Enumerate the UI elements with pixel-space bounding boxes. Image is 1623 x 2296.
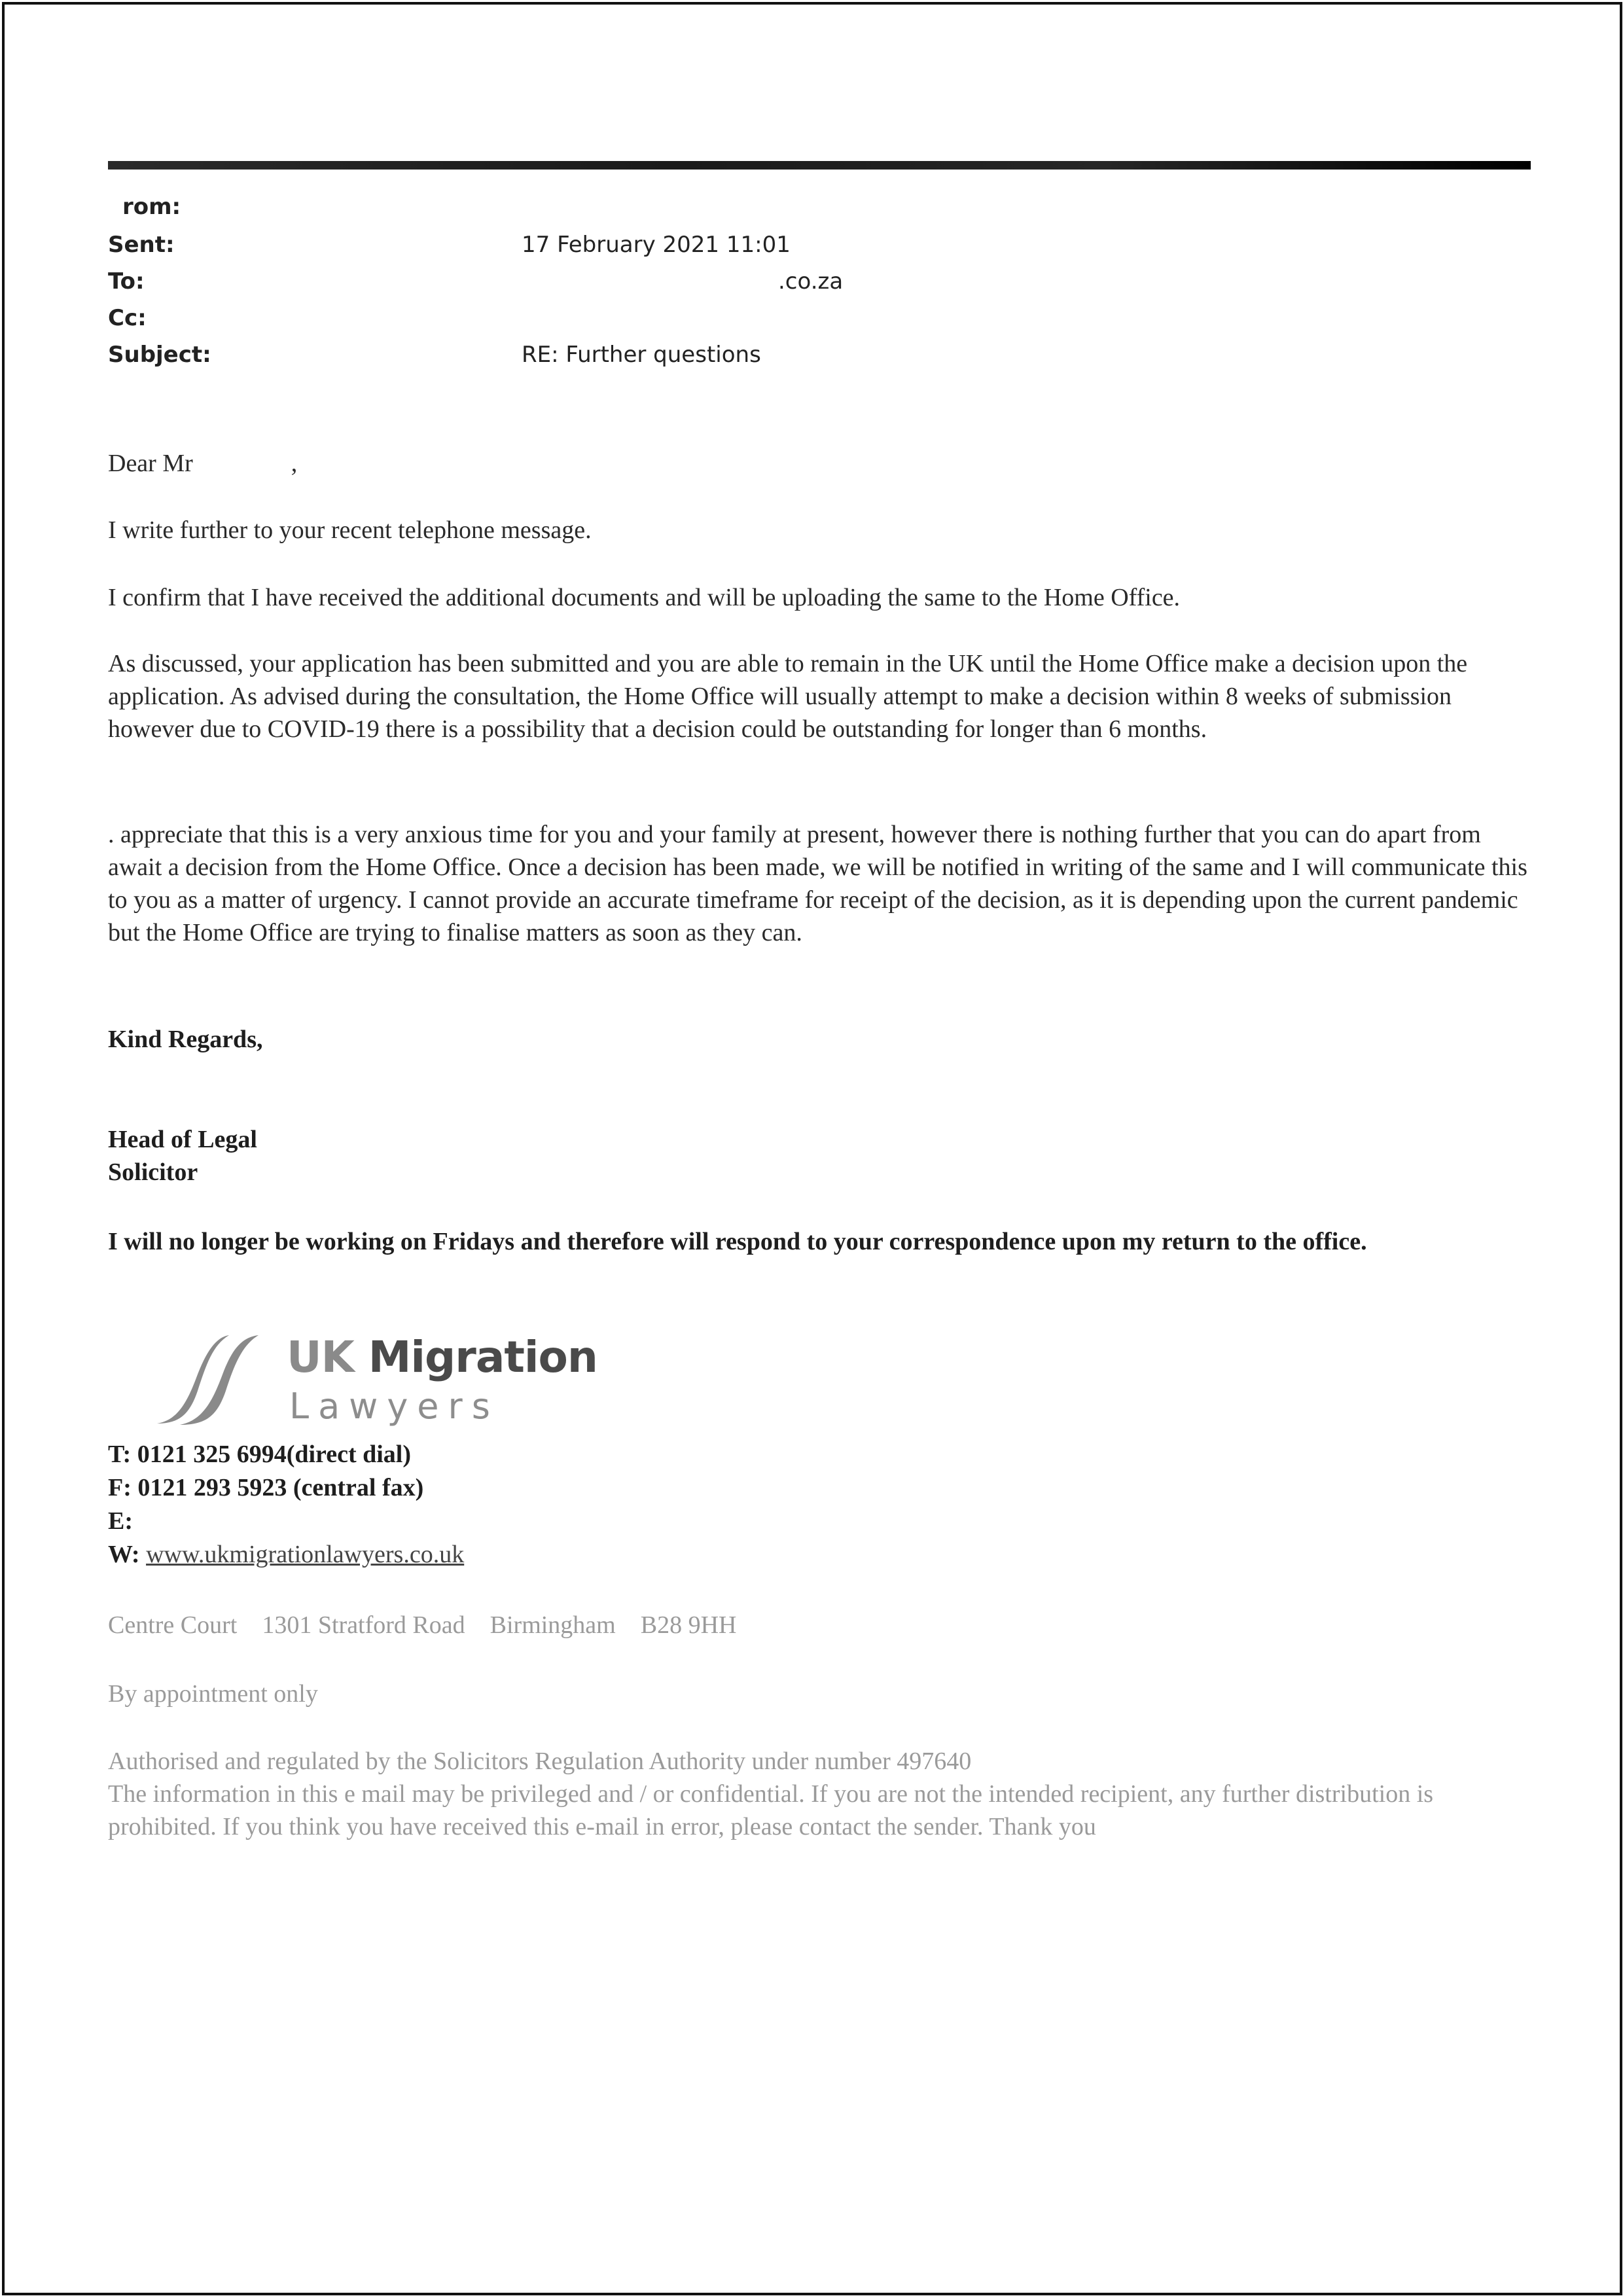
subject-label: Subject: (108, 342, 211, 368)
paragraph-4: . appreciate that this is a very anxious time for you and your family at present, however there is nothing further that you can do apart from await a decision from the Home Office. Once a decision has been made, we will be notified in writing of the same and I will communicate this to you as a matter of urgency. I cannot provide an accurate timeframe for receipt of the decision, as it is depending upon the current pandemic but the Home Office are trying to finalise matters as soon as they can. (108, 821, 1527, 946)
cc-label: Cc: (108, 305, 147, 331)
logo-wordmark (287, 1332, 597, 1382)
sent-label: Sent: (108, 232, 175, 258)
paragraph-3: As discussed, your application has been submitted and you are able to remain in the UK until the Home Office make a decision upon the application. As advised during the consultation, the Home Office will usually attempt to make a decision within 8 weeks of submission however due to COVID-19 there is a possibility that a decision could be outstanding for longer than 6 months. (108, 650, 1468, 743)
signature-role: Solicitor (108, 1158, 198, 1186)
paragraph-2: I confirm that I have received the additional documents and will be uploading the same to the Home Office. (108, 584, 1181, 611)
appointment-note: By appointment only (108, 1680, 318, 1708)
to-value: .co.za (778, 268, 844, 295)
contact-phone (108, 1438, 1535, 1471)
confidentiality-disclaimer: The information in this e mail may be privileged and / or confidential. If you are not the intended recipient, any further distribution is prohibited. If you think you have received this e-mail in error, please contact the sender. Thank you (108, 1780, 1434, 1840)
email-label: E: (108, 1507, 133, 1535)
to-label: To: (108, 268, 145, 295)
salutation (108, 447, 1535, 480)
from-label: rom: (122, 194, 181, 220)
friday-notice: I will no longer be working on Fridays and therefore will respond to your correspondence upon my return to the office. (108, 1228, 1367, 1255)
subject-value: RE: Further questions (522, 342, 761, 368)
fax-value: 0121 293 5923 (central fax) (137, 1474, 424, 1501)
phone-label: T: (108, 1441, 132, 1468)
company-logo (151, 1325, 596, 1437)
swoosh-left (157, 1335, 229, 1424)
contact-web (108, 1538, 1535, 1571)
contact-email (108, 1505, 1535, 1537)
regulation-statement: Authorised and regulated by the Solicitors Regulation Authority under number 497640 (108, 1748, 972, 1775)
signature-title: Head of Legal (108, 1126, 257, 1153)
office-address: Centre Court 1301 Stratford Road Birmingham B28 9HH (108, 1611, 737, 1639)
header-rule (108, 161, 1531, 170)
logo-lawyers: Lawyers (289, 1386, 499, 1427)
paragraph-1: I write further to your recent telephone message. (108, 516, 592, 544)
logo-migration: Migration (368, 1332, 597, 1382)
sent-value: 17 February 2021 11:01 (522, 232, 791, 258)
logo-uk: UK (287, 1332, 354, 1382)
website-link[interactable]: www.ukmigrationlawyers.co.uk (146, 1541, 465, 1568)
web-label: W: (108, 1541, 140, 1568)
swoosh-logo-icon (151, 1325, 281, 1437)
swoosh-right (180, 1335, 259, 1425)
closing: Kind Regards, (108, 1026, 263, 1053)
fax-label: F: (108, 1474, 132, 1501)
salutation-text: Dear Mr (108, 450, 193, 477)
phone-value: 0121 325 6994(direct dial) (137, 1441, 412, 1468)
contact-fax (108, 1471, 1535, 1504)
salutation-comma: , (291, 450, 298, 477)
